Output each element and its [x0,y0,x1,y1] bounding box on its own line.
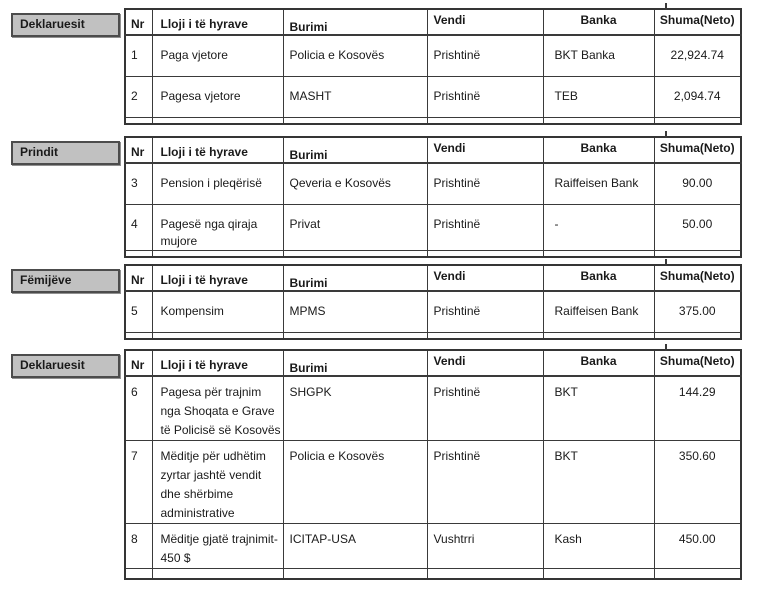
spacer-cell [125,117,152,124]
table-row [125,441,741,524]
cell-burimi: MASHT [283,76,427,117]
table-row [125,163,741,204]
header-row [125,137,741,163]
column-header-shuma: Shuma(Neto) [654,265,741,291]
header-row [125,350,741,376]
column-header-nr: Nr [125,350,152,376]
border-tick-banka [665,259,667,266]
table-row [125,35,741,76]
border-tick-banka [665,3,667,10]
cell-nr: 6 [125,376,152,441]
cell-vendi: Prishtinë [427,441,543,524]
cell-burimi: Policia e Kosovës [283,35,427,76]
cell-vendi: Prishtinë [427,291,543,332]
spacer-cell [654,117,741,124]
section-label: Prindit [11,141,120,165]
spacer-cell [543,569,654,579]
column-header-lloji: Lloji i të hyrave [152,9,283,35]
cell-banka: BKT Banka [543,35,654,76]
column-header-lloji: Lloji i të hyrave [152,350,283,376]
cell-lloji: Pagesa vjetore [152,76,283,117]
cell-banka: - [543,204,654,250]
income-table [124,136,742,258]
cell-shuma: 375.00 [654,291,741,332]
cell-nr: 7 [125,441,152,524]
spacer-row [125,332,741,339]
column-header-shuma: Shuma(Neto) [654,137,741,163]
table-row [125,291,741,332]
spacer-cell [283,569,427,579]
table-wrap [124,8,742,125]
cell-banka: TEB [543,76,654,117]
column-header-banka: Banka [543,137,654,163]
cell-burimi: MPMS [283,291,427,332]
cell-nr: 8 [125,524,152,569]
table-row [125,376,741,441]
spacer-cell [543,332,654,339]
table-row [125,204,741,250]
spacer-cell [543,250,654,257]
cell-shuma: 90.00 [654,163,741,204]
column-header-banka: Banka [543,9,654,35]
spacer-cell [427,332,543,339]
column-header-shuma: Shuma(Neto) [654,350,741,376]
spacer-cell [152,117,283,124]
cell-vendi: Vushtrri [427,524,543,569]
cell-vendi: Prishtinë [427,76,543,117]
column-header-nr: Nr [125,9,152,35]
spacer-cell [283,332,427,339]
cell-nr: 5 [125,291,152,332]
cell-banka: Raiffeisen Bank [543,291,654,332]
spacer-cell [427,250,543,257]
spacer-cell [152,332,283,339]
column-header-shuma: Shuma(Neto) [654,9,741,35]
spacer-cell [654,332,741,339]
cell-lloji: Mëditje për udhëtim zyrtar jashtë vendit dhe shërbime administrative [152,441,283,524]
spacer-row [125,250,741,257]
spacer-cell [283,250,427,257]
income-table [124,349,742,580]
column-header-lloji: Lloji i të hyrave [152,265,283,291]
cell-shuma: 350.60 [654,441,741,524]
income-table [124,264,742,340]
spacer-cell [543,117,654,124]
column-header-vendi: Vendi [427,137,543,163]
spacer-cell [427,117,543,124]
cell-banka: Raiffeisen Bank [543,163,654,204]
section-label: Fëmijëve [11,269,120,293]
table-wrap [124,264,742,340]
column-header-vendi: Vendi [427,265,543,291]
spacer-row [125,569,741,579]
spacer-cell [427,569,543,579]
cell-vendi: Prishtinë [427,204,543,250]
column-header-vendi: Vendi [427,350,543,376]
column-header-vendi: Vendi [427,9,543,35]
cell-shuma: 144.29 [654,376,741,441]
income-table [124,8,742,125]
column-header-burimi: Burimi [283,9,427,35]
cell-burimi: SHGPK [283,376,427,441]
cell-burimi: Privat [283,204,427,250]
cell-banka: BKT [543,376,654,441]
table-wrap [124,349,742,580]
table-row [125,524,741,569]
spacer-cell [125,569,152,579]
cell-burimi: Qeveria e Kosovës [283,163,427,204]
cell-vendi: Prishtinë [427,376,543,441]
table-body [125,163,741,257]
spacer-row [125,117,741,124]
cell-lloji: Mëditje gjatë trajnimit-450 $ [152,524,283,569]
cell-shuma: 2,094.74 [654,76,741,117]
spacer-cell [654,250,741,257]
cell-nr: 2 [125,76,152,117]
section-label: Deklaruesit [11,354,120,378]
cell-lloji: Pension i pleqërisë [152,163,283,204]
column-header-nr: Nr [125,137,152,163]
cell-nr: 3 [125,163,152,204]
spacer-cell [125,250,152,257]
table-row [125,76,741,117]
cell-shuma: 450.00 [654,524,741,569]
cell-burimi: Policia e Kosovës [283,441,427,524]
column-header-lloji: Lloji i të hyrave [152,137,283,163]
cell-banka: Kash [543,524,654,569]
section-label: Deklaruesit [11,13,120,37]
cell-vendi: Prishtinë [427,163,543,204]
table-body [125,291,741,339]
column-header-burimi: Burimi [283,350,427,376]
cell-nr: 1 [125,35,152,76]
cell-shuma: 50.00 [654,204,741,250]
cell-lloji: Paga vjetore [152,35,283,76]
cell-banka: BKT [543,441,654,524]
spacer-cell [283,117,427,124]
column-header-burimi: Burimi [283,137,427,163]
column-header-banka: Banka [543,265,654,291]
cell-lloji: Kompensim [152,291,283,332]
border-tick-banka [665,344,667,351]
cell-lloji: Pagesa për trajnim nga Shoqata e Grave të Policisë së Kosovës [152,376,283,441]
spacer-cell [152,569,283,579]
cell-burimi: ICITAP-USA [283,524,427,569]
header-row [125,9,741,35]
cell-shuma: 22,924.74 [654,35,741,76]
column-header-nr: Nr [125,265,152,291]
cell-lloji: Pagesë nga qiraja mujore [152,204,283,250]
cell-vendi: Prishtinë [427,35,543,76]
border-tick-banka [665,131,667,138]
table-body [125,376,741,579]
spacer-cell [654,569,741,579]
table-wrap [124,136,742,258]
spacer-cell [125,332,152,339]
spacer-cell [152,250,283,257]
cell-nr: 4 [125,204,152,250]
header-row [125,265,741,291]
column-header-burimi: Burimi [283,265,427,291]
column-header-banka: Banka [543,350,654,376]
table-body [125,35,741,124]
